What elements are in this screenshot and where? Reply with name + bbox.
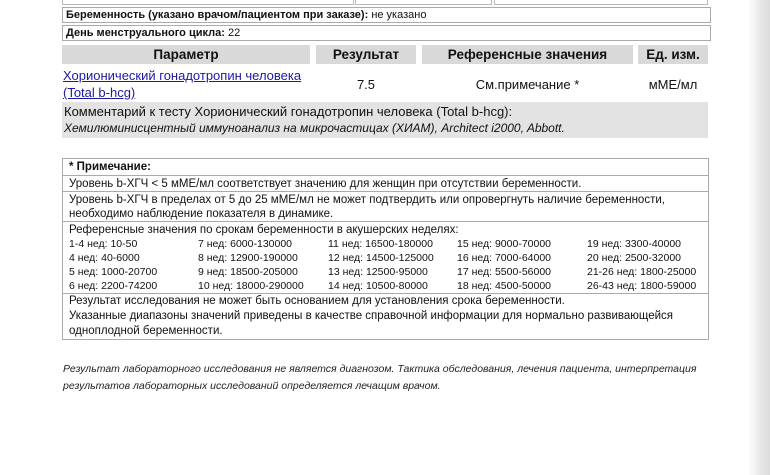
ref-entry: 4 нед: 40-6000 xyxy=(69,252,140,264)
top-table-fragment xyxy=(62,0,354,5)
note-box xyxy=(62,158,709,340)
note-line-4b: одноплодной беременности. xyxy=(69,325,223,337)
header-result: Результат xyxy=(316,45,416,64)
ref-entry: 20 нед: 2500-32000 xyxy=(587,252,682,264)
note-line-1: Уровень b-ХГЧ < 5 мМЕ/мл соответствует значению для женщин при отсутствии беременности. xyxy=(69,178,582,190)
ref-entry: 15 нед: 9000-70000 xyxy=(457,238,552,250)
ref-entry: 16 нед: 7000-64000 xyxy=(457,252,552,264)
note-row xyxy=(63,176,708,192)
page-edge-shadow xyxy=(748,0,770,475)
comment-method: Хемилюминисцентный иммуноанализ на микрочастицах (ХИАМ), Architect i2000, Abbott. xyxy=(64,121,565,135)
parameter-cell xyxy=(63,67,313,101)
ref-entry: 18 нед: 4500-50000 xyxy=(457,280,552,292)
cycle-day-label: День менструального цикла: xyxy=(66,27,225,39)
note-row xyxy=(63,294,708,339)
ref-entry: 21-26 нед: 1800-25000 xyxy=(587,266,697,278)
ref-entry: 13 нед: 12500-95000 xyxy=(328,266,428,278)
ref-entry: 8 нед: 12900-190000 xyxy=(198,252,298,264)
ref-entry: 10 нед: 18000-290000 xyxy=(198,280,304,292)
cycle-day-field xyxy=(62,25,711,41)
unit-value: мМЕ/мл xyxy=(648,77,698,92)
ref-entry: 5 нед: 1000-20700 xyxy=(69,266,158,278)
ref-title: Референсные значения по срокам беременности в акушерских неделях: xyxy=(69,224,459,236)
note-line-3: Результат исследования не может быть основанием для установления срока беременности. xyxy=(69,295,565,307)
note-row xyxy=(63,192,708,222)
ref-entry: 7 нед: 6000-130000 xyxy=(198,238,293,250)
ref-entry: 6 нед: 2200-74200 xyxy=(69,280,158,292)
top-table-fragment xyxy=(494,0,708,5)
ref-entry: 14 нед: 10500-80000 xyxy=(328,280,428,292)
disclaimer xyxy=(63,361,703,395)
header-unit: Ед. изм. xyxy=(638,45,708,64)
note-line-4a: Указанные диапазоны значений приведены в качестве справочной информации для нормально развивающейся xyxy=(69,310,674,322)
pregnancy-label: Беременность (указано врачом/пациентом при заказе): xyxy=(66,9,369,21)
pregnancy-field xyxy=(62,7,711,23)
ref-entry: 1-4 нед: 10-50 xyxy=(69,238,138,250)
disclaimer-line-2: результатов лабораторных исследований определяется лечащим врачом. xyxy=(63,380,441,392)
result-value: 7.5 xyxy=(356,77,376,92)
ref-entry: 11 нед: 16500-180000 xyxy=(328,238,433,250)
ref-entry: 9 нед: 18500-205000 xyxy=(198,266,298,278)
reference-value: См.примечание * xyxy=(475,77,580,92)
header-reference: Референсные значения xyxy=(422,45,633,64)
disclaimer-line-1: Результат лабораторного исследования не является диагнозом. Тактика обследования, лечения пациента, интерпретация xyxy=(63,363,697,375)
note-title-row xyxy=(63,159,708,176)
header-parameter: Параметр xyxy=(62,45,310,64)
test-comment xyxy=(62,102,708,138)
ref-entry: 19 нед: 3300-40000 xyxy=(587,238,682,250)
top-table-fragment xyxy=(355,0,492,5)
ref-entry: 17 нед: 5500-56000 xyxy=(457,266,552,278)
note-line-2b: необходимо наблюдение показателя в динамике. xyxy=(69,208,334,220)
note-ref-row xyxy=(63,222,708,294)
ref-entry: 12 нед: 14500-125000 xyxy=(328,252,434,264)
pregnancy-value: не указано xyxy=(371,9,427,21)
test-name-link[interactable]: Хорионический гонадотропин человека (Total b-hcg) xyxy=(63,68,302,100)
cycle-day-value: 22 xyxy=(227,27,241,39)
comment-title: Комментарий к тесту Хорионический гонадотропин человека (Total b-hcg): xyxy=(64,104,513,119)
ref-entry: 26-43 нед: 1800-59000 xyxy=(587,280,697,292)
note-title: * Примечание: xyxy=(69,161,151,173)
note-line-2a: Уровень b-ХГЧ в пределах от 5 до 25 мМЕ/мл не может подтвердить или опровергнуть наличие беременности, xyxy=(69,194,665,206)
